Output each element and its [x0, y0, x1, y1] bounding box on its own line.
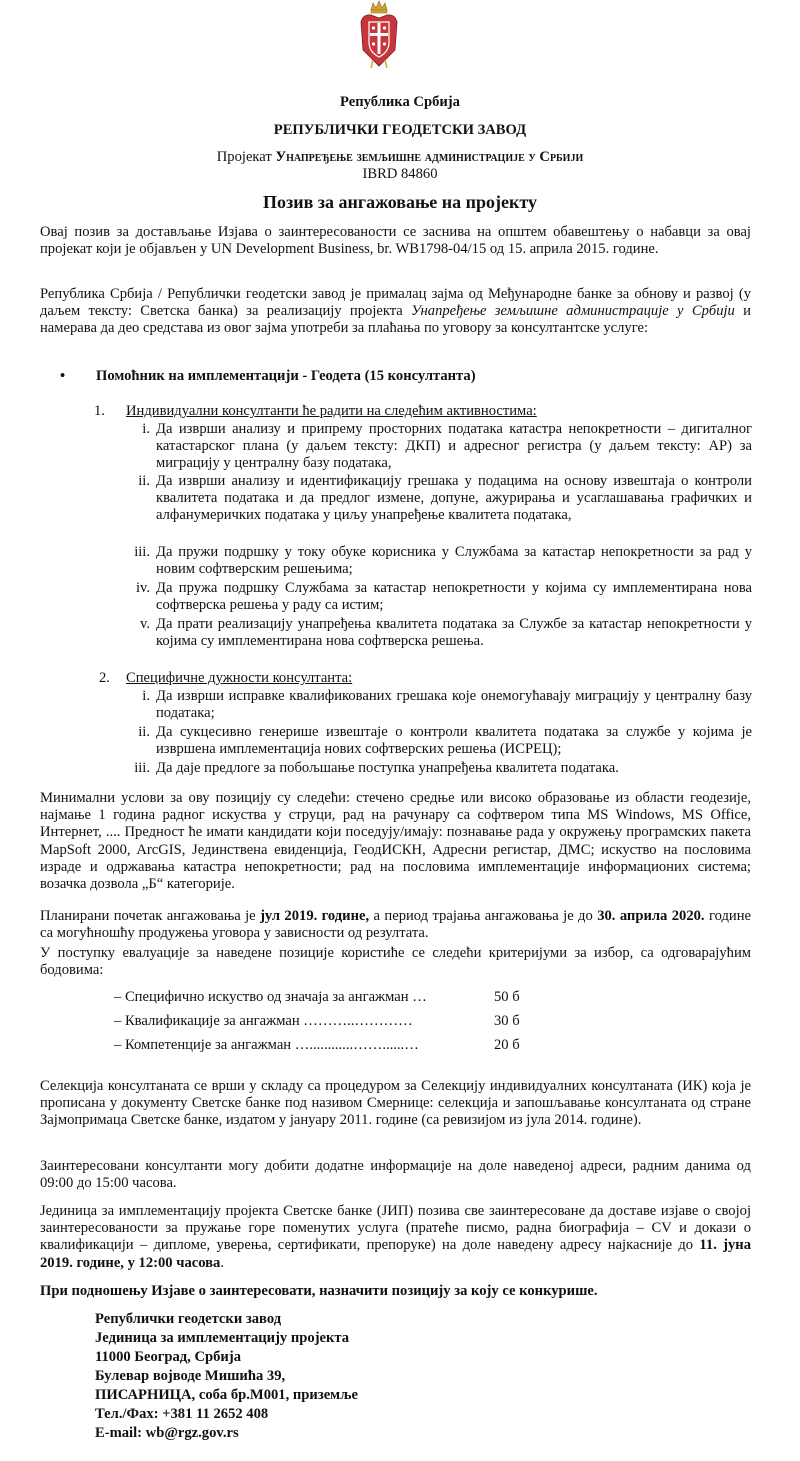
address-line: 11000 Београд, Србија [95, 1349, 241, 1365]
project-line [0, 149, 800, 166]
section-1-title: Индивидуални консултанти ће радити на следећим активностима: [126, 403, 537, 419]
criteria-points: 30 б [494, 1013, 520, 1029]
page-title: Позив за ангажовање на пројекту [262, 192, 538, 212]
section-2-number: 2. [99, 670, 110, 686]
contact-address [95, 1311, 595, 1444]
email-link[interactable]: E-mail: wb@rgz.gov.rs [95, 1425, 239, 1441]
start-text-b: а период трајања ангажовања је до [369, 908, 598, 924]
criteria-label: – Квалификације за ангажман ………..………… [114, 1013, 413, 1029]
intro-paragraph-2 [40, 286, 751, 338]
list-item-text: Да изврши анализу и идентификацију грешака у подацима на основу извештаја о контроли квалитета података и да предлог измене, допуне, ажурирања и усаглашавања графичких и алфанумеричких података у циљу унапређење квалитета података, [156, 473, 752, 524]
list-item-number: i. [142, 421, 150, 437]
coat-of-arms-icon [357, 0, 401, 70]
list-item-text: Да прати реализацију унапређења квалитета података за Службе за катастар непокретности у којима су имплементирана нова софтверска решења. [156, 616, 752, 650]
criteria-label: – Компетенције за ангажман …............……......… [114, 1037, 419, 1053]
position-bullet-item [60, 368, 760, 385]
address-line: Републички геодетски завод [95, 1311, 282, 1327]
list-item-text: Да даје предлоге за побољшање поступка унапређења квалитета података. [156, 760, 619, 776]
list-item-text: Да пружа подршку Службама за катастар непокретности у којима су имплементирана нова софтверска решења у раду са истим; [156, 580, 752, 614]
list-item-text: Да изврши анализу и припрему просторних података катастра непокретности – дигиталног катастарског плана (у даљем тексту: ДКП) и адресног регистра (у даљем тексту: АР) за миграцију у централну базу података, [156, 421, 752, 472]
list-item-number: ii. [138, 724, 150, 740]
start-date-paragraph [40, 908, 751, 942]
address-line: ПИСАРНИЦА, соба бр.М001, приземље [95, 1387, 358, 1403]
list-item-number: iv. [135, 580, 150, 596]
position-title: Помоћник на имплементацији - Геодета (15 консултанта) [96, 368, 476, 384]
criteria-label: – Специфично искуство од значаја за ангажман … [114, 989, 427, 1005]
ibrd-number: IBRD 84860 [362, 166, 438, 182]
project-name: Унапређење земљишне администрације у Србији [275, 149, 584, 165]
conditions-paragraph: Минимални услови за ову позицију су следећи: стечено средње или високо образовање из области геодезије, најмање 1 година радног искуства у струци, рад на рачунару са софтвером типа MS Windows, MS Office, Интернет, .... Предност ће имати кандидати који поседују/имају: познавање рада у окружењу програмских пакета MapSoft 2000, ArcGIS, Јединствена евиденција, ГеодИСКН, Адресни регистар, ДМС; искуство на пословима израде и одржавања катастра непокретности; рад на пословима имплементације информационих система; возачка дозвола „Б“ категорије. [40, 790, 751, 893]
section-1-number: 1. [94, 403, 105, 419]
submission-note: При подношењу Изјаве о заинтересовати, назначити позицију за коју се конкурише. [40, 1283, 598, 1299]
list-item-text: Да пружи подршку у току обуке корисника у Службама за катастар непокретности за рад у новим софтверским решењима; [156, 544, 752, 578]
deadline-date: 11. јуна 2019. године, у 12:00 часова [40, 1237, 751, 1271]
deadline-paragraph [40, 1203, 751, 1272]
criteria-points: 20 б [494, 1037, 520, 1053]
intro-text-a: Република Србија / Републички геодетски завод је прималац зајма од Међународне банке за обнову и развој (у даљем тексту: Светска банка) за реализацију пројекта [40, 286, 751, 320]
criteria-points: 50 б [494, 989, 520, 1005]
list-item-text: Да сукцесивно генерише извештаје о контроли квалитета података за службе у којима је извршена имплементација нових софтверских решења (ИСРЕЦ); [156, 724, 752, 758]
start-text-a: Планирани почетак ангажовања је [40, 908, 261, 924]
start-text-c: године са могућношћу продужења уговора у зависности од резултата. [40, 908, 751, 942]
selection-paragraph: Селекција консултаната се врши у складу са процедуром за Селекцију индивидуалних консултаната (ИК) која је прописана у документу Светске банке под називом Смернице: селекција и запошљавање консултаната од стране Зајмопримаца Светске банке, издатом у јануару 2011. године (са ревизијом из јула 2014. године). [40, 1078, 751, 1129]
bullet-icon: • [60, 368, 66, 384]
section-2-heading [99, 670, 749, 687]
end-date: 30. априла 2020. [597, 908, 705, 924]
evaluation-intro: У поступку евалуације за наведене позиције користиће се следећи критеријуми за избор, са одговарајућим бодовима: [40, 945, 751, 979]
list-item-number: iii. [134, 760, 150, 776]
intro-paragraph-1: Овај позив за достављање Изјава о заинтересованости се заснива на општем обавештењу о набавци за овај пројекат који је објављен у UN Development Business, br. WB1798-04/15 од 15. априла 2015. године. [40, 224, 751, 258]
start-date: јул 2019. године, [260, 908, 370, 924]
list-item-text: Да изврши исправке квалификованих грешака које онемогућавају миграцију у централну базу података; [156, 688, 752, 722]
address-line: Јединица за имплементацију пројекта [95, 1330, 350, 1346]
intro-project-italic: Унапређење земљишне администрације у Србији [411, 303, 735, 320]
intro-text-b: и намерава да део средстава из овог зајма употреби за плаћања по уговору за консултантске услуге: [40, 303, 751, 337]
address-line: Тел./Фах: +381 11 2652 408 [95, 1406, 269, 1422]
deadline-text-a: Јединица за имплементацију пројекта Светске банке (ЈИП) позива све заинтересоване да доставе изјаве о својој заинтересованости за пружање горе поменутих услуга (пратеће писмо, радна биографија – CV и докази о квалификацији – дипломе, уверења, сертификати, препоруке) на доле наведену адресу најкасније до [40, 1203, 751, 1254]
project-prefix: Пројекат [216, 149, 276, 165]
info-paragraph: Заинтересовани консултанти могу добити додатне информације на доле наведеној адреси, радним данима од 09:00 до 15:00 часова. [40, 1158, 751, 1192]
list-item-number: ii. [138, 473, 150, 489]
country-heading: Република Србија [340, 94, 460, 110]
agency-heading: РЕПУБЛИЧКИ ГЕОДЕТСКИ ЗАВОД [273, 122, 527, 138]
deadline-text-b: . [220, 1254, 225, 1271]
section-2-title: Специфичне дужности консултанта: [126, 670, 353, 686]
address-line: Булевар војводе Мишића 39, [95, 1368, 286, 1384]
list-item-number: i. [142, 688, 150, 704]
list-item-number: v. [140, 616, 150, 632]
section-1-heading [94, 403, 744, 420]
list-item-number: iii. [134, 544, 150, 560]
